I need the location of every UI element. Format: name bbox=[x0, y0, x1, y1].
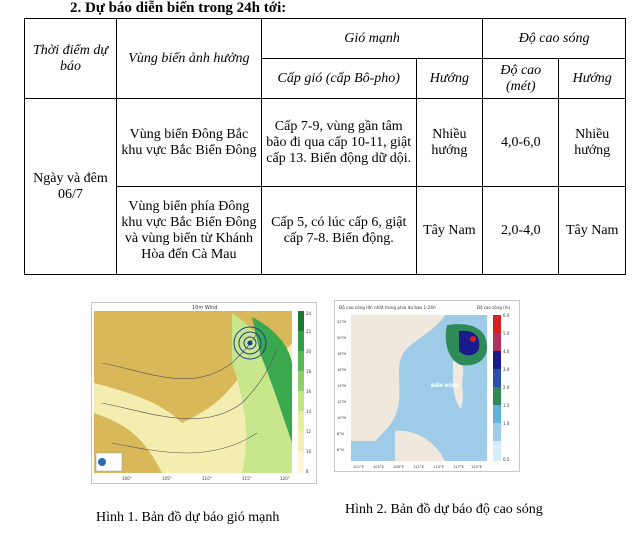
svg-text:14°N: 14°N bbox=[337, 384, 347, 388]
header-area: Vùng biển ảnh hưởng bbox=[116, 19, 261, 99]
svg-text:6.0: 6.0 bbox=[503, 313, 510, 318]
header-wind: Gió mạnh bbox=[261, 19, 482, 59]
svg-text:3.0: 3.0 bbox=[503, 367, 510, 372]
wind-colorbar bbox=[298, 311, 304, 473]
wind-lon-ticks bbox=[122, 476, 290, 481]
svg-text:111°E: 111°E bbox=[413, 465, 424, 469]
svg-text:16°N: 16°N bbox=[337, 368, 347, 372]
section-heading: 2. Dự báo diễn biến trong 24h tới: bbox=[70, 0, 287, 16]
agency-logo-icon bbox=[98, 458, 106, 466]
svg-text:120°: 120° bbox=[280, 476, 290, 481]
wave-colorbar-title: Độ cao sóng (m) bbox=[477, 305, 511, 310]
cell-wind-level: Cấp 7-9, vùng gần tâm bão đi qua cấp 10-11, giật cấp 13. Biển động dữ dội. bbox=[261, 99, 416, 187]
region-label: BIỂN ĐÔNG bbox=[431, 384, 460, 389]
svg-text:10: 10 bbox=[306, 449, 312, 454]
svg-text:18: 18 bbox=[306, 369, 312, 374]
svg-text:24: 24 bbox=[306, 311, 312, 316]
typhoon-eye-icon bbox=[248, 341, 253, 346]
wave-map-title: Độ cao sóng lớn nhất trong phía dự báo 1-24h bbox=[339, 305, 436, 310]
cell-wave-direction: Nhiều hướng bbox=[559, 99, 626, 187]
wave-colorbar-ticks bbox=[503, 313, 510, 462]
svg-text:6°N: 6°N bbox=[337, 448, 344, 452]
figure2-caption: Hình 2. Bản đồ dự báo độ cao sóng bbox=[345, 502, 543, 517]
svg-text:20°N: 20°N bbox=[337, 336, 347, 340]
subheader-wave-direction: Hướng bbox=[559, 59, 626, 99]
wave-lat-ticks bbox=[337, 320, 346, 452]
figure1-caption: Hình 1. Bản đồ dự báo gió mạnh bbox=[96, 510, 280, 525]
svg-text:8: 8 bbox=[306, 469, 309, 474]
svg-text:22°N: 22°N bbox=[337, 320, 347, 324]
cell-wave-direction: Tây Nam bbox=[559, 187, 626, 275]
svg-text:102°E: 102°E bbox=[353, 465, 364, 469]
svg-text:2.0: 2.0 bbox=[503, 385, 510, 390]
svg-text:105°E: 105°E bbox=[373, 465, 384, 469]
svg-text:110°: 110° bbox=[202, 476, 212, 481]
svg-text:5.0: 5.0 bbox=[503, 331, 510, 336]
cell-wind-direction: Nhiều hướng bbox=[416, 99, 483, 187]
subheader-wind-direction: Hướng bbox=[416, 59, 483, 99]
svg-text:0.5: 0.5 bbox=[503, 457, 510, 462]
cell-area: Vùng biển phía Đông khu vực Bắc Biển Đông và vùng biển từ Khánh Hòa đến Cà Mau bbox=[116, 187, 261, 275]
svg-text:20: 20 bbox=[306, 349, 312, 354]
cell-area: Vùng biển Đông Bắc khu vực Bắc Biển Đông bbox=[116, 99, 261, 187]
svg-text:12: 12 bbox=[306, 429, 312, 434]
cell-wind-direction: Tây Nam bbox=[416, 187, 483, 275]
svg-text:16: 16 bbox=[306, 389, 312, 394]
svg-text:1.5: 1.5 bbox=[503, 403, 510, 408]
svg-text:10°N: 10°N bbox=[337, 416, 347, 420]
wave-forecast-map bbox=[334, 300, 520, 472]
wind-map-title: 10m Wind bbox=[192, 305, 218, 311]
svg-text:22: 22 bbox=[306, 329, 312, 334]
cell-wave-height: 2,0-4,0 bbox=[483, 187, 559, 275]
wave-colorbar bbox=[493, 315, 501, 461]
svg-text:8°N: 8°N bbox=[337, 432, 344, 436]
wind-forecast-map bbox=[91, 302, 317, 484]
svg-text:115°: 115° bbox=[242, 476, 252, 481]
svg-text:120°E: 120°E bbox=[471, 465, 482, 469]
svg-text:114°E: 114°E bbox=[433, 465, 444, 469]
wave-lon-ticks bbox=[353, 465, 483, 469]
svg-text:1.0: 1.0 bbox=[503, 421, 510, 426]
svg-text:108°E: 108°E bbox=[393, 465, 404, 469]
svg-text:14: 14 bbox=[306, 409, 312, 414]
svg-text:18°N: 18°N bbox=[337, 352, 347, 356]
subheader-wave-height: Độ cao (mét) bbox=[483, 59, 559, 99]
svg-text:12°N: 12°N bbox=[337, 400, 347, 404]
svg-text:105°: 105° bbox=[162, 476, 172, 481]
forecast-table bbox=[24, 18, 626, 275]
svg-text:100°: 100° bbox=[122, 476, 132, 481]
wave-peak-marker bbox=[470, 336, 476, 342]
wind-colorbar-ticks bbox=[306, 311, 312, 474]
cell-time: Ngày và đêm 06/7 bbox=[25, 99, 117, 275]
subheader-wind-level: Cấp gió (cấp Bô-pho) bbox=[261, 59, 416, 99]
header-time: Thời điểm dự báo bbox=[25, 19, 117, 99]
cell-wave-height: 4,0-6,0 bbox=[483, 99, 559, 187]
svg-text:117°E: 117°E bbox=[453, 465, 464, 469]
cell-wind-level: Cấp 5, có lúc cấp 6, giật cấp 7-8. Biển động. bbox=[261, 187, 416, 275]
header-wave: Độ cao sóng bbox=[483, 19, 626, 59]
svg-text:4.0: 4.0 bbox=[503, 349, 510, 354]
